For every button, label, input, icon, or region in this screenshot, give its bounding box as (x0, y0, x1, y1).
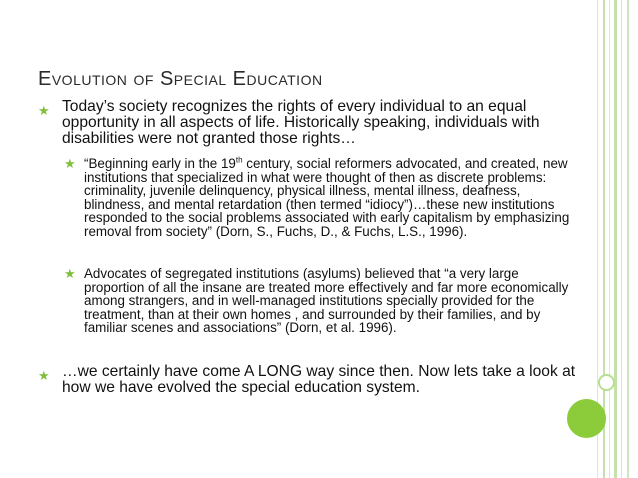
decorative-line (609, 0, 610, 478)
star-bullet-icon: ★ (38, 368, 50, 383)
sub-bullet-text (84, 157, 572, 239)
star-bullet-icon: ★ (64, 156, 76, 171)
decorative-small-circle (598, 374, 615, 391)
slide-title: Evolution of Special Education (38, 68, 323, 90)
star-bullet-icon: ★ (64, 266, 76, 281)
bullet-text: …we certainly have come A LONG way since then. Now lets take a look at how we have evolved the special education system. (62, 363, 576, 397)
decorative-green-circle (567, 399, 606, 438)
sub-bullet-text: Advocates of segregated institutions (asylums) believed that “a very large proportion of all the insane are treated more effectively and far more economically among strangers, and in well-managed institutions specially provided for the treatment, than at their own homes , and surrounded by their families, and by familiar scenes and associations” (Dorn, et al. 1996). (84, 266, 569, 336)
sub-bullet-text-start: “Beginning early in the 19 (84, 156, 236, 171)
decorative-line (614, 0, 617, 478)
ordinal-suffix: th (235, 155, 243, 165)
sub-bullet-text-end: century, social reformers advocated, and created, new institutions that specialized in what were thought of then as discrete problems: criminality, juvenile delinquency, physical illness, mental illness, deafness, blindness, and mental retardation (then termed “idiocy”)…these new institutions responded to the social problems associated with early capitalism by emphasizing removal from society” (Dorn, S., Fuchs, D., & Fuchs, L.S., 1996). (84, 156, 570, 239)
decorative-line (621, 0, 622, 478)
decorative-line (603, 0, 605, 478)
decorative-line (627, 0, 629, 478)
star-bullet-icon: ★ (38, 103, 50, 118)
bullet-text: Today’s society recognizes the rights of every individual to an equal opportunity in all aspects of life. Historically speaking, individuals with disabilities were not granted those rights… (62, 98, 540, 148)
